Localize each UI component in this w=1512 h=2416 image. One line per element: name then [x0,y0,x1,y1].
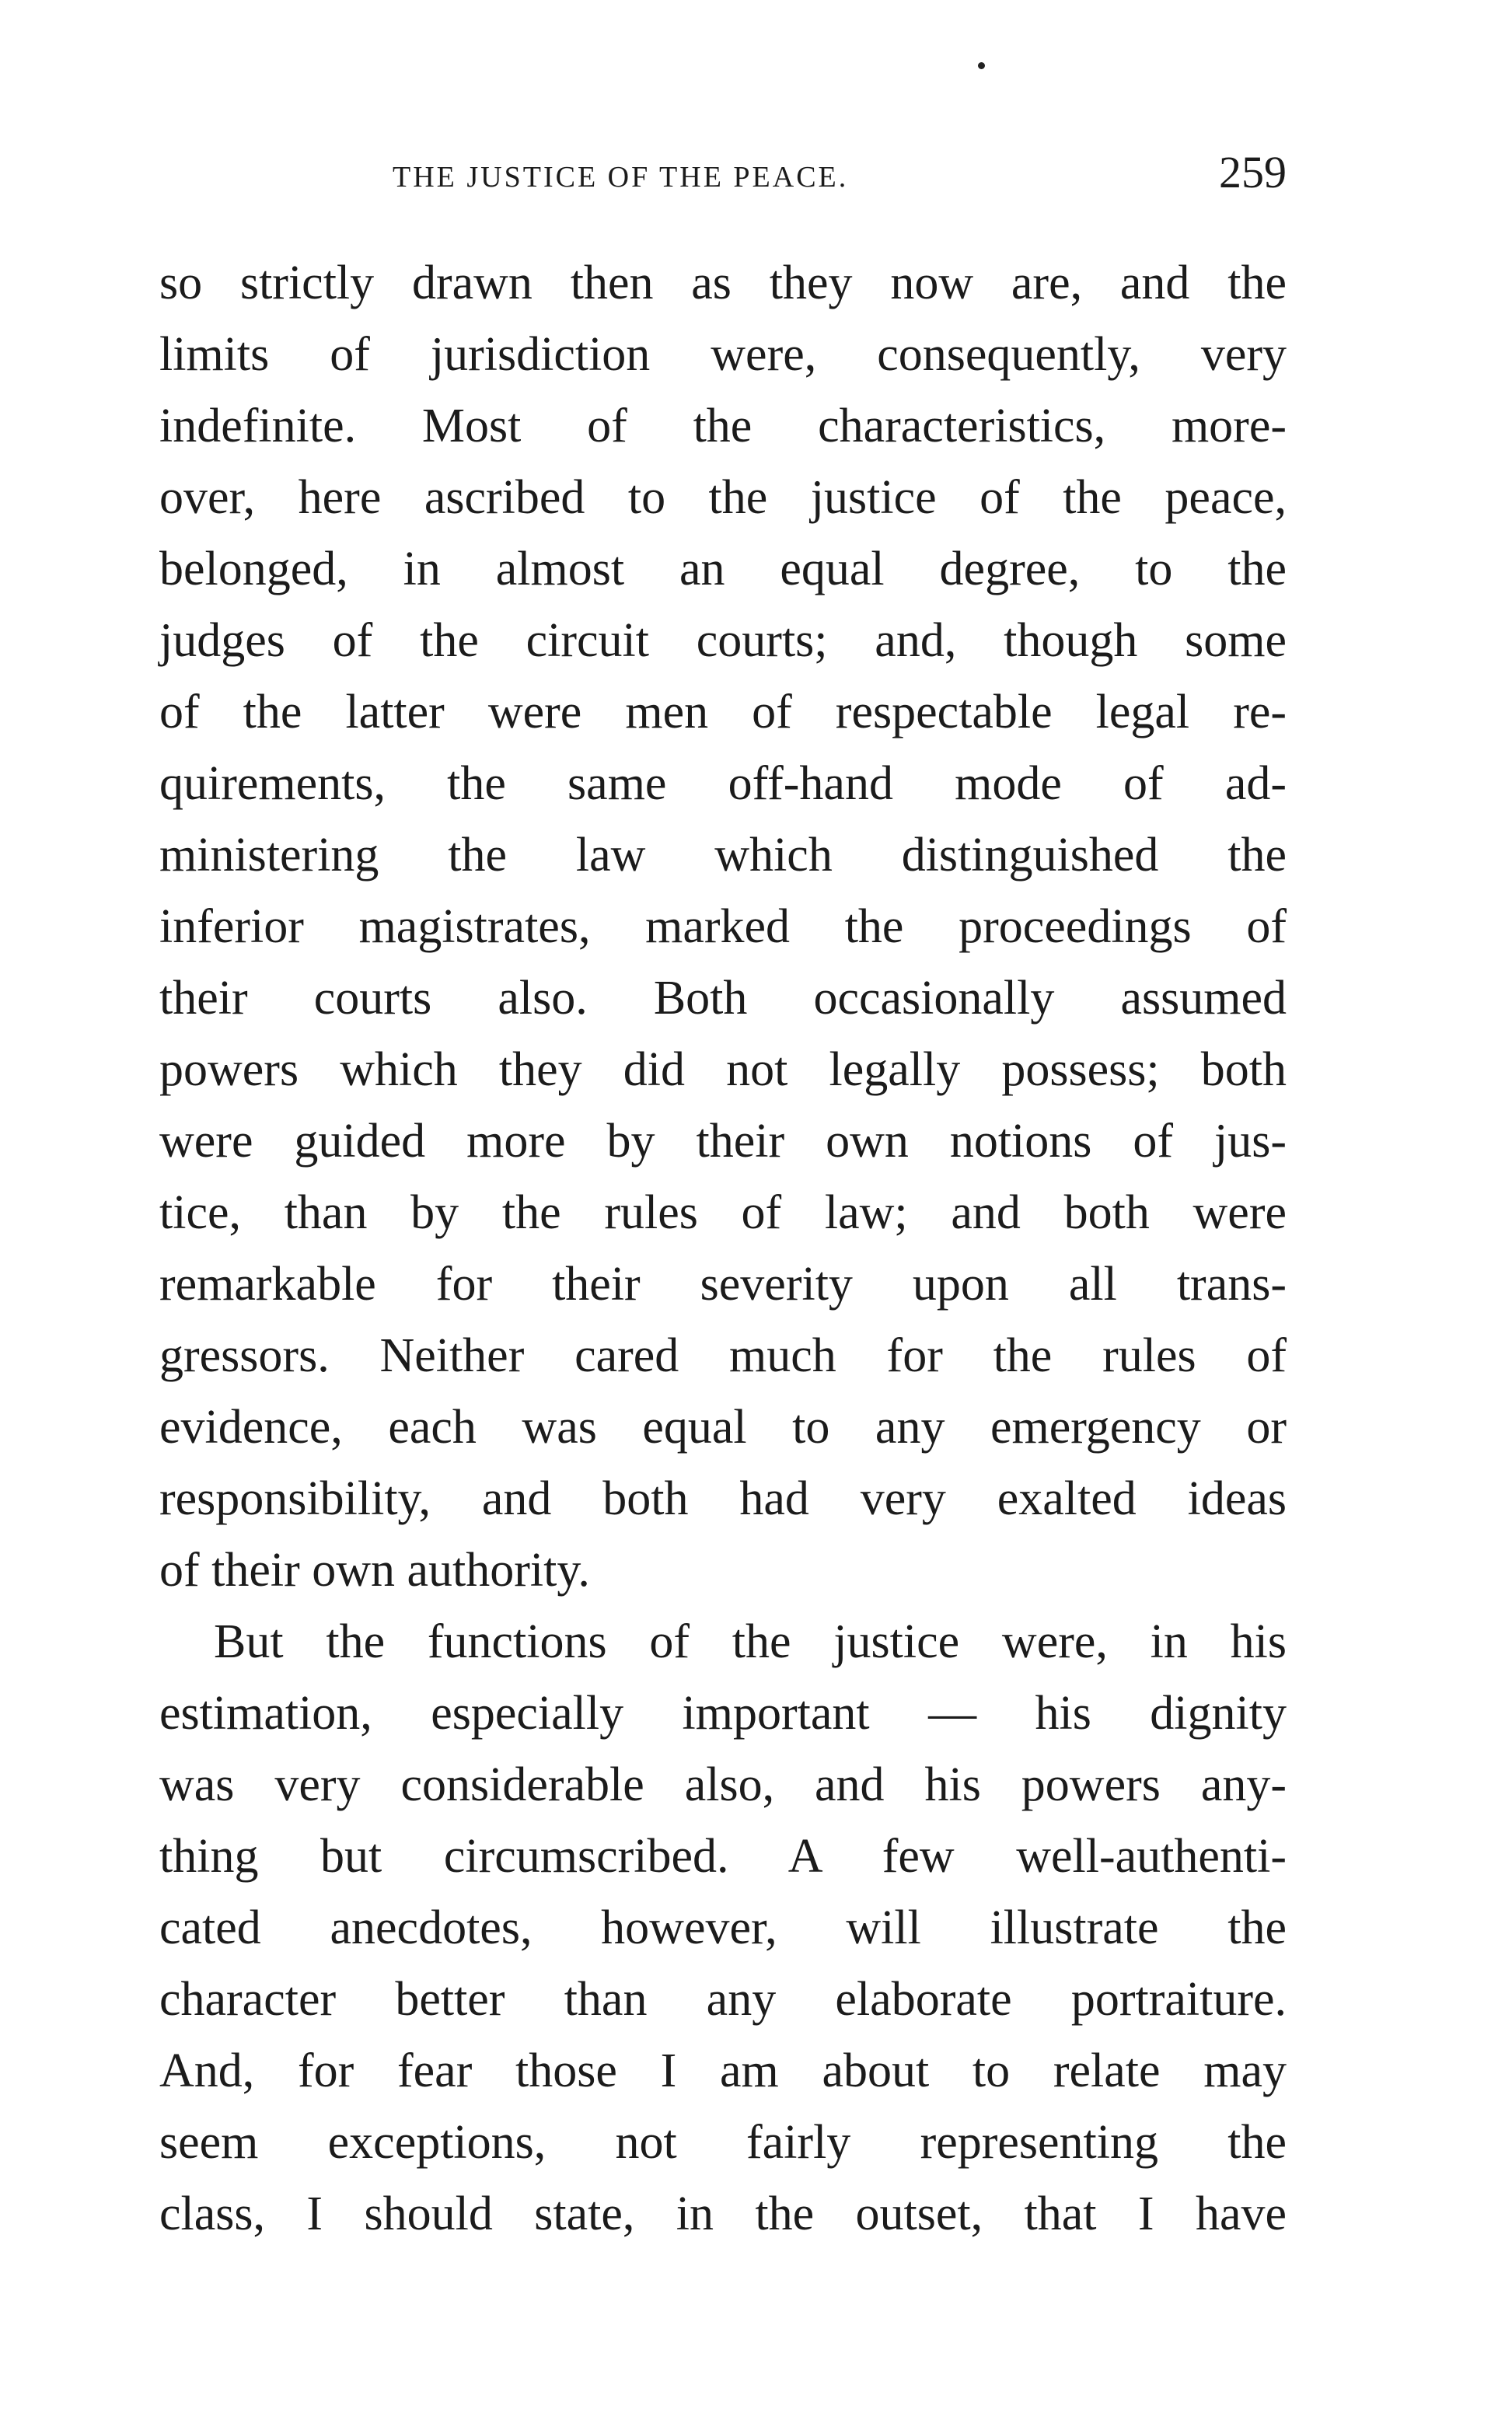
text-line: inferior magistrates, marked the proceedings of [159,900,1287,953]
text-line: gressors. Neither cared much for the rules of [159,1329,1287,1382]
text-line: cated anecdotes, however, will illustrate the [159,1901,1287,1954]
text-line: powers which they did not legally possess; both [159,1043,1287,1096]
paragraph-last-line: of their own authority. [159,1544,590,1597]
page-number: 259 [1219,147,1287,197]
text-line: character better than any elaborate portraiture. [159,1973,1287,2026]
text-line: so strictly drawn then as they now are, and the [159,257,1287,309]
ink-speck [978,62,985,69]
text-line: seem exceptions, not fairly representing the [159,2116,1287,2169]
text-line: class, I should state, in the outset, that I have [159,2187,1287,2240]
text-line: their courts also. Both occasionally assumed [159,972,1287,1025]
text-line: judges of the circuit courts; and, though some [159,614,1287,667]
text-line: limits of jurisdiction were, consequently, very [159,328,1287,381]
text-line: over, here ascribed to the justice of the peace, [159,471,1287,524]
text-line: And, for fear those I am about to relate may [159,2044,1287,2097]
text-line: tice, than by the rules of law; and both were [159,1186,1287,1239]
text-line: remarkable for their severity upon all trans- [159,1258,1287,1311]
text-line: was very considerable also, and his powers any- [159,1758,1287,1811]
text-line: evidence, each was equal to any emergency or [159,1401,1287,1454]
text-line: were guided more by their own notions of jus- [159,1115,1287,1168]
text-line: quirements, the same off-hand mode of ad- [159,757,1287,810]
text-line: indefinite. Most of the characteristics, more- [159,400,1287,452]
text-line: responsibility, and both had very exalted ideas [159,1472,1287,1525]
body-text [159,247,1287,2250]
text-line: estimation, especially important — his dignity [159,1687,1287,1740]
running-title: THE JUSTICE OF THE PEACE. [393,161,849,194]
text-line: thing but circumscribed. A few well-authenti- [159,1830,1287,1883]
text-line: of the latter were men of respectable legal re- [159,686,1287,738]
text-line: belonged, in almost an equal degree, to the [159,543,1287,595]
text-line: ministering the law which distinguished the [159,829,1287,882]
paragraph-first-line: But the functions of the justice were, in his [214,1615,1287,1668]
page-header [159,146,1287,208]
